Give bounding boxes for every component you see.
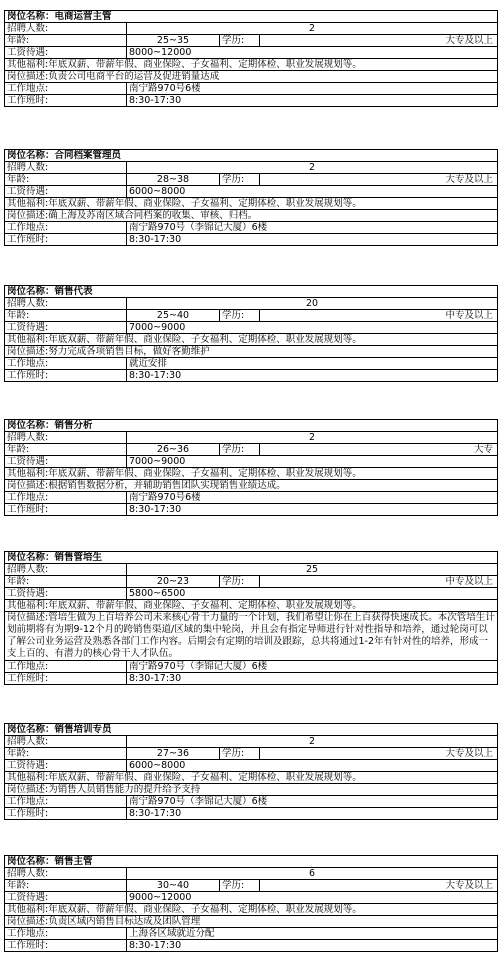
description-row	[5, 916, 498, 928]
headcount-row	[5, 298, 498, 310]
headcount-value: 2	[127, 736, 498, 748]
headcount-row	[5, 564, 498, 576]
description-value: 负责公司电商平台的运营及促进销量达成	[48, 71, 220, 82]
salary-value: 7000~9000	[127, 456, 498, 468]
education-value: 大专及以上	[260, 35, 498, 47]
job-title: 销售培训专员	[54, 724, 112, 735]
location-value: 南宁路970号6楼	[127, 492, 498, 504]
title-row	[5, 856, 498, 868]
age-row	[5, 748, 498, 760]
age-value: 26~36	[127, 444, 220, 456]
title-row	[5, 724, 498, 736]
salary-value: 7000~9000	[127, 322, 498, 334]
education-label: 学历:	[220, 310, 260, 322]
headcount-row	[5, 736, 498, 748]
age-label: 年龄:	[5, 748, 127, 760]
hours-label: 工作班时:	[5, 234, 127, 246]
salary-value: 6000~8000	[127, 760, 498, 772]
description-row	[5, 71, 498, 83]
education-label: 学历:	[220, 880, 260, 892]
age-row	[5, 880, 498, 892]
education-value: 大专	[260, 444, 498, 456]
hours-value: 8:30-17:30	[127, 234, 498, 246]
job-block	[4, 723, 497, 820]
job-block	[4, 285, 497, 382]
title-row	[5, 11, 498, 23]
location-row	[5, 661, 498, 673]
description-row	[5, 210, 498, 222]
location-value: 南宁路970号（李锦记大厦）6楼	[127, 661, 498, 673]
position-label: 岗位名称：	[7, 150, 55, 161]
hours-label: 工作班时:	[5, 808, 127, 820]
description-label: 岗位描述:	[7, 346, 49, 357]
location-label: 工作地点:	[5, 928, 127, 940]
benefits-label: 其他福利:	[7, 468, 49, 479]
age-row	[5, 310, 498, 322]
job-table	[4, 419, 498, 516]
salary-label: 工资待遇:	[5, 456, 127, 468]
age-label: 年龄:	[5, 880, 127, 892]
salary-value: 5800~6500	[127, 588, 498, 600]
headcount-row	[5, 432, 498, 444]
description-row	[5, 346, 498, 358]
salary-label: 工资待遇:	[5, 322, 127, 334]
age-label: 年龄:	[5, 576, 127, 588]
description-label: 岗位描述:	[7, 916, 49, 927]
headcount-row	[5, 868, 498, 880]
salary-label: 工资待遇:	[5, 47, 127, 59]
location-value: 南宁路970号（李锦记大厦）6楼	[127, 222, 498, 234]
hours-row	[5, 234, 498, 246]
headcount-label: 招聘人数:	[5, 23, 127, 35]
hours-value: 8:30-17:30	[127, 504, 498, 516]
description-label: 岗位描述:	[7, 210, 49, 221]
job-table	[4, 551, 498, 685]
description-label: 岗位描述:	[7, 71, 49, 82]
job-table	[4, 723, 498, 820]
education-value: 中专及以上	[260, 310, 498, 322]
location-value: 南宁路970号6楼	[127, 83, 498, 95]
location-label: 工作地点:	[5, 492, 127, 504]
education-label: 学历:	[220, 444, 260, 456]
location-label: 工作地点:	[5, 222, 127, 234]
age-row	[5, 174, 498, 186]
location-label: 工作地点:	[5, 661, 127, 673]
job-block	[4, 419, 497, 516]
hours-label: 工作班时:	[5, 370, 127, 382]
hours-row	[5, 504, 498, 516]
hours-row	[5, 370, 498, 382]
job-table	[4, 149, 498, 246]
education-value: 中专及以上	[260, 576, 498, 588]
education-value: 大专及以上	[260, 174, 498, 186]
hours-value: 8:30-17:30	[127, 808, 498, 820]
education-value: 大专及以上	[260, 748, 498, 760]
job-title: 合同档案管理员	[54, 150, 122, 161]
location-label: 工作地点:	[5, 83, 127, 95]
title-row	[5, 150, 498, 162]
headcount-label: 招聘人数:	[5, 564, 127, 576]
headcount-row	[5, 23, 498, 35]
benefits-value: 年底双薪、带薪年假、商业保险、子女福利、定期体检、职业发展规划等。	[48, 59, 362, 70]
position-label: 岗位名称：	[7, 724, 55, 735]
job-block	[4, 149, 497, 246]
job-title: 销售代表	[54, 286, 93, 297]
age-row	[5, 35, 498, 47]
hours-value: 8:30-17:30	[127, 673, 498, 685]
benefits-value: 年底双薪、带薪年假、商业保险、子女福利、定期体检、职业发展规划等。	[48, 334, 362, 345]
location-row	[5, 83, 498, 95]
location-value: 就近安排	[127, 358, 498, 370]
education-value: 大专及以上	[260, 880, 498, 892]
benefits-label: 其他福利:	[7, 600, 49, 611]
hours-value: 8:30-17:30	[127, 95, 498, 107]
age-row	[5, 576, 498, 588]
headcount-value: 2	[127, 23, 498, 35]
position-label: 岗位名称：	[7, 552, 55, 563]
description-value: 根据销售数据分析，并辅助销售团队实现销售业绩达成。	[48, 480, 286, 491]
benefits-row	[5, 600, 498, 612]
age-value: 28~38	[127, 174, 220, 186]
hours-row	[5, 95, 498, 107]
hours-value: 8:30-17:30	[127, 370, 498, 382]
age-label: 年龄:	[5, 35, 127, 47]
salary-value: 9000~12000	[127, 892, 498, 904]
hours-row	[5, 940, 498, 952]
description-value: 负责区域内销售目标达成及团队管理	[48, 916, 201, 927]
job-title: 销售管培生	[54, 552, 103, 563]
salary-label: 工资待遇:	[5, 588, 127, 600]
job-table	[4, 285, 498, 382]
headcount-label: 招聘人数:	[5, 868, 127, 880]
location-value: 南宁路970号（李锦记大厦）6楼	[127, 796, 498, 808]
description-row	[5, 480, 498, 492]
benefits-value: 年底双薪、带薪年假、商业保险、子女福利、定期体检、职业发展规划等。	[48, 198, 362, 209]
job-block	[4, 10, 497, 107]
salary-row	[5, 47, 498, 59]
benefits-label: 其他福利:	[7, 334, 49, 345]
headcount-value: 25	[127, 564, 498, 576]
job-title: 销售分析	[54, 420, 93, 431]
headcount-label: 招聘人数:	[5, 298, 127, 310]
hours-label: 工作班时:	[5, 673, 127, 685]
benefits-value: 年底双薪、带薪年假、商业保险、子女福利、定期体检、职业发展规划等。	[48, 772, 362, 783]
location-row	[5, 492, 498, 504]
description-label: 岗位描述:	[7, 480, 49, 491]
benefits-value: 年底双薪、带薪年假、商业保险、子女福利、定期体检、职业发展规划等。	[48, 600, 362, 611]
position-label: 岗位名称：	[7, 11, 55, 22]
job-table	[4, 855, 498, 952]
age-value: 30~40	[127, 880, 220, 892]
education-label: 学历:	[220, 576, 260, 588]
location-row	[5, 796, 498, 808]
benefits-label: 其他福利:	[7, 904, 49, 915]
education-label: 学历:	[220, 748, 260, 760]
headcount-label: 招聘人数:	[5, 736, 127, 748]
age-label: 年龄:	[5, 444, 127, 456]
salary-row	[5, 322, 498, 334]
salary-row	[5, 760, 498, 772]
hours-row	[5, 808, 498, 820]
title-row	[5, 420, 498, 432]
description-value: 确上海及苏南区域合同档案的收集、审核、归档。	[48, 210, 258, 221]
description-label: 岗位描述:	[7, 784, 49, 795]
age-label: 年龄:	[5, 310, 127, 322]
age-value: 25~40	[127, 310, 220, 322]
hours-row	[5, 673, 498, 685]
job-block	[4, 551, 497, 685]
description-value: 管培生做为上百培养公司未来核心骨干力量的一个计划，我们希望让你在上百获得快速成长。本次管培生计划前期将有为期9-12个月的跨销售渠道/区域的集中轮岗，并且会有指定导师进行针对性指导和培养，通过轮岗可以了解公司业务运营及熟悉各部门工作内容。后期会有定期的培训及跟踪，总共将通过1-2年有针对性的培养，形成一支上百的、有潜力的核心骨干人才队伍。	[7, 612, 495, 659]
position-label: 岗位名称：	[7, 286, 55, 297]
location-value: 上海各区域就近分配	[127, 928, 498, 940]
title-row	[5, 552, 498, 564]
location-label: 工作地点:	[5, 796, 127, 808]
hours-value: 8:30-17:30	[127, 940, 498, 952]
headcount-label: 招聘人数:	[5, 162, 127, 174]
description-row	[5, 784, 498, 796]
job-title: 销售主管	[54, 856, 93, 867]
location-row	[5, 928, 498, 940]
description-row	[5, 612, 498, 661]
job-table	[4, 10, 498, 107]
location-row	[5, 358, 498, 370]
benefits-row	[5, 198, 498, 210]
age-value: 25~35	[127, 35, 220, 47]
hours-label: 工作班时:	[5, 940, 127, 952]
salary-row	[5, 456, 498, 468]
hours-label: 工作班时:	[5, 95, 127, 107]
salary-value: 6000~8000	[127, 186, 498, 198]
description-value: 为销售人员销售能力的提升给予支持	[48, 784, 201, 795]
age-label: 年龄:	[5, 174, 127, 186]
benefits-row	[5, 468, 498, 480]
benefits-row	[5, 772, 498, 784]
benefits-label: 其他福利:	[7, 59, 49, 70]
headcount-value: 2	[127, 432, 498, 444]
benefits-value: 年底双薪、带薪年假、商业保险、子女福利、定期体检、职业发展规划等。	[48, 904, 362, 915]
benefits-row	[5, 59, 498, 71]
education-label: 学历:	[220, 35, 260, 47]
salary-row	[5, 186, 498, 198]
benefits-row	[5, 904, 498, 916]
location-row	[5, 222, 498, 234]
headcount-label: 招聘人数:	[5, 432, 127, 444]
benefits-row	[5, 334, 498, 346]
headcount-value: 2	[127, 162, 498, 174]
education-label: 学历:	[220, 174, 260, 186]
benefits-label: 其他福利:	[7, 772, 49, 783]
position-label: 岗位名称：	[7, 856, 55, 867]
description-label: 岗位描述:	[7, 612, 49, 623]
job-block	[4, 855, 497, 952]
title-row	[5, 286, 498, 298]
salary-label: 工资待遇:	[5, 760, 127, 772]
salary-label: 工资待遇:	[5, 892, 127, 904]
headcount-row	[5, 162, 498, 174]
hours-label: 工作班时:	[5, 504, 127, 516]
salary-row	[5, 588, 498, 600]
salary-value: 8000~12000	[127, 47, 498, 59]
age-value: 27~36	[127, 748, 220, 760]
age-row	[5, 444, 498, 456]
description-value: 努力完成各项销售目标，做好客勤维护	[48, 346, 210, 357]
location-label: 工作地点:	[5, 358, 127, 370]
salary-label: 工资待遇:	[5, 186, 127, 198]
headcount-value: 20	[127, 298, 498, 310]
salary-row	[5, 892, 498, 904]
position-label: 岗位名称：	[7, 420, 55, 431]
benefits-value: 年底双薪、带薪年假、商业保险、子女福利、定期体检、职业发展规划等。	[48, 468, 362, 479]
job-title: 电商运营主管	[54, 11, 112, 22]
benefits-label: 其他福利:	[7, 198, 49, 209]
headcount-value: 6	[127, 868, 498, 880]
age-value: 20~23	[127, 576, 220, 588]
